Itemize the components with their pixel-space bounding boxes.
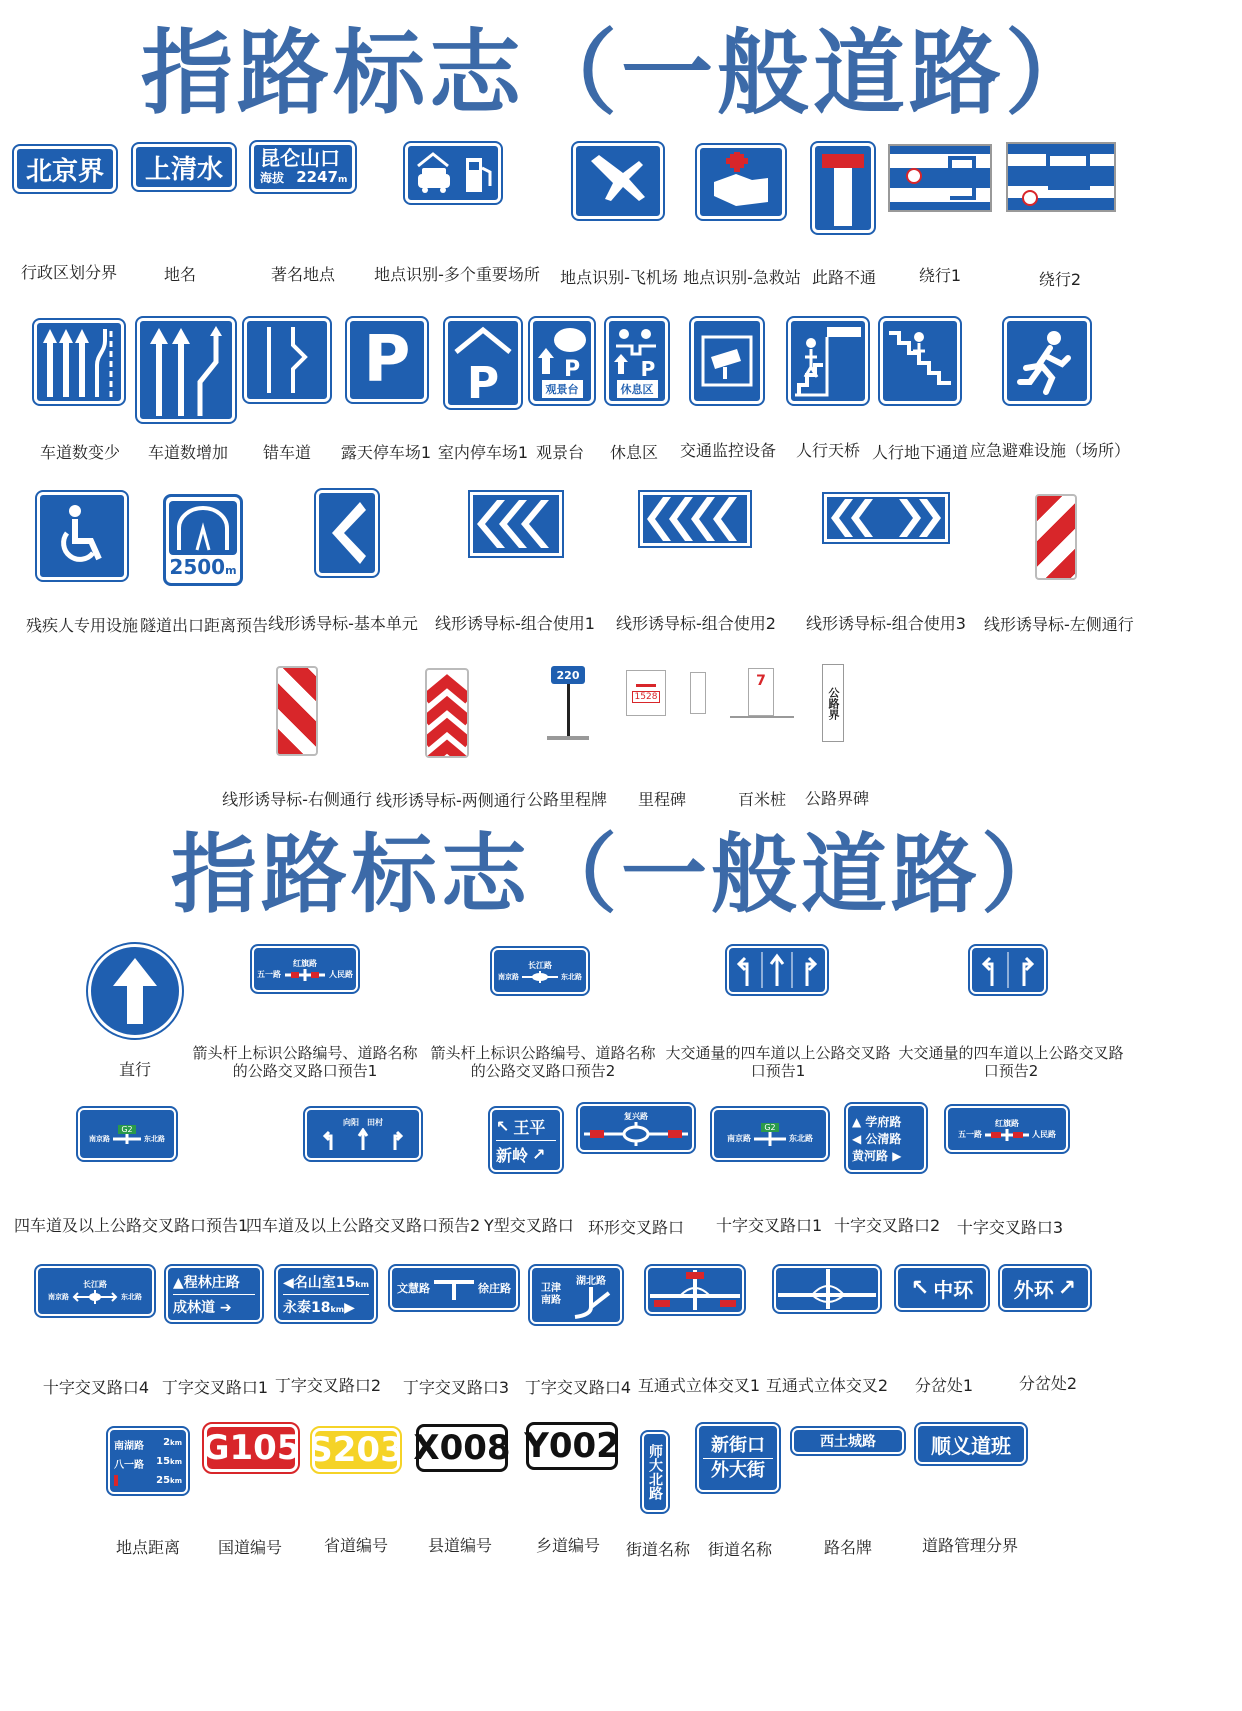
national-road-sign bbox=[201, 1424, 301, 1472]
dist-bayi-unit: km bbox=[170, 1457, 182, 1466]
detour-2-icon bbox=[1008, 144, 1114, 210]
crossroad-2-arrow-right: ▶ bbox=[892, 1148, 902, 1163]
page-title-top: 指路标志（一般道路） bbox=[140, 20, 1101, 127]
fork-1-arrow-icon: ↖ bbox=[910, 1275, 930, 1301]
xuzhuang-road-label: 徐庄路 bbox=[478, 1282, 511, 1295]
provincial-road-sign bbox=[308, 1428, 404, 1472]
hongqi-road-label: 红旗路 bbox=[293, 958, 317, 968]
arrow-up-icon bbox=[105, 956, 165, 1026]
dist-third-km: 25 bbox=[156, 1474, 171, 1486]
underpass-icon bbox=[885, 323, 955, 399]
footbridge-icon bbox=[793, 323, 863, 399]
mileage-post-number: 220 bbox=[551, 666, 585, 684]
caption-chevron-combo-1: 线形诱导标-组合使用1 bbox=[435, 614, 595, 633]
caption-lane-reduce: 车道数变少 bbox=[39, 443, 120, 462]
arrow-upleft-icon: ↖ bbox=[496, 1116, 510, 1136]
dongbei-road-label-1: 东北路 bbox=[561, 972, 582, 981]
wangping-label: 王平 bbox=[513, 1117, 546, 1137]
arrow-upright-icon: ↗ bbox=[532, 1144, 546, 1164]
national-road-code: G105 bbox=[201, 1428, 301, 1468]
caption-boundary-stele: 公路界碑 bbox=[804, 789, 869, 808]
lane-reduce-icon bbox=[39, 325, 119, 399]
caption-y-junction: Y型交叉路口 bbox=[484, 1216, 574, 1235]
underpass-sign bbox=[880, 318, 960, 404]
t1-arrow-up: ▲ bbox=[173, 1274, 184, 1291]
caption-milestone: 里程碑 bbox=[637, 790, 686, 809]
caption-lane-increase: 车道数增加 bbox=[147, 443, 228, 462]
nanjing-road-label-1: 南京路 bbox=[498, 972, 519, 981]
changjiang-road-label: 长江路 bbox=[528, 960, 552, 970]
xinling-label: 新岭 bbox=[496, 1145, 529, 1165]
caption-four-lane-preview-1: 四车道及以上公路交叉路口预告1 bbox=[14, 1216, 249, 1235]
y-junction-sign bbox=[490, 1108, 562, 1172]
crossroad-2-arrow-up: ▲ bbox=[852, 1114, 862, 1129]
street-name-vertical-sign bbox=[642, 1432, 668, 1512]
caption-roundabout: 环形交叉路口 bbox=[587, 1218, 684, 1237]
caption-management-boundary: 道路管理分界 bbox=[921, 1536, 1018, 1555]
yongtai-dist: 18 bbox=[311, 1299, 331, 1316]
t-junction-3-sign bbox=[390, 1266, 518, 1310]
admin-boundary-sign bbox=[14, 146, 116, 192]
passing-bay-sign bbox=[244, 318, 330, 402]
crossroad-1-sign bbox=[712, 1108, 828, 1160]
renmin-road-label: 人民路 bbox=[329, 970, 353, 979]
caption-t-junction-2: 丁字交叉路口2 bbox=[274, 1376, 382, 1395]
intersection-preview-2-sign bbox=[492, 948, 588, 994]
admin-boundary-text: 北京界 bbox=[25, 156, 104, 187]
curve-junction-icon bbox=[571, 1287, 611, 1319]
caption-t-junction-1: 丁字交叉路口1 bbox=[161, 1378, 269, 1397]
chevron-quad-icon bbox=[643, 495, 747, 543]
dist-nanhu-label: 南湖路 bbox=[114, 1440, 144, 1452]
caption-traffic-camera: 交通监控设备 bbox=[679, 441, 776, 460]
four-lane-preview-1-sign bbox=[78, 1108, 176, 1160]
caption-emergency-shelter: 应急避难设施（场所） bbox=[970, 441, 1131, 460]
caption-road-name-plate: 路名牌 bbox=[823, 1538, 872, 1557]
mileage-post-sign bbox=[547, 666, 589, 746]
traffic-camera-sign bbox=[691, 318, 763, 404]
view-platform-label: 观景台 bbox=[542, 380, 583, 398]
caption-go-straight: 直行 bbox=[118, 1060, 151, 1079]
renmin-road-label-2: 人民路 bbox=[1032, 1130, 1056, 1139]
gongqing-road-label: 公清路 bbox=[865, 1131, 902, 1146]
caption-admin-boundary: 行政区划分界 bbox=[20, 263, 117, 282]
roundabout-icon bbox=[522, 971, 558, 983]
place-distance-sign bbox=[108, 1428, 188, 1494]
hubei-road-label: 湖北路 bbox=[576, 1275, 606, 1287]
lane-increase-icon bbox=[142, 322, 230, 418]
wuyi-road-label: 五一路 bbox=[257, 970, 281, 979]
detour-2-sign bbox=[1006, 142, 1116, 212]
three-lane-arrows-icon bbox=[731, 950, 823, 990]
milestone-side bbox=[690, 672, 706, 714]
indoor-parking-icon bbox=[450, 322, 516, 404]
zhonghuan-label: 中环 bbox=[933, 1277, 974, 1302]
lane-reduce-sign bbox=[34, 320, 124, 404]
dongbei-road-label-4: 东北路 bbox=[121, 1292, 142, 1301]
airport-sign bbox=[573, 143, 663, 219]
caption-fork-2: 分岔处2 bbox=[1018, 1374, 1078, 1393]
altitude-value: 2247 bbox=[296, 167, 338, 186]
milestone-sign bbox=[626, 670, 666, 716]
t2-arrow-right: ▶ bbox=[344, 1299, 355, 1316]
township-road-code: Y002 bbox=[524, 1426, 620, 1466]
four-lane-preview-2-sign bbox=[305, 1108, 421, 1160]
caption-crossroad-2: 十字交叉路口2 bbox=[834, 1216, 941, 1235]
chenglin-dao-label: 成林道 bbox=[173, 1299, 215, 1316]
hundred-meter-value: 7 bbox=[756, 673, 766, 689]
running-person-icon bbox=[1012, 326, 1082, 396]
weijin-road-label: 卫津南路 bbox=[541, 1283, 561, 1306]
multi-facility-sign bbox=[405, 143, 501, 203]
caption-detour-2: 绕行2 bbox=[1038, 270, 1082, 289]
interchange-2-icon bbox=[778, 1269, 876, 1309]
chenglin-road-label: 程林庄路 bbox=[183, 1274, 240, 1291]
guide-both-pass-icon bbox=[427, 668, 467, 758]
dist-third-unit: km bbox=[170, 1476, 182, 1485]
view-platform-icon bbox=[534, 324, 590, 380]
caption-intersection-preview-1: 箭头杆上标识公路编号、道路名称的公路交叉路口预告1 bbox=[192, 1044, 418, 1080]
first-aid-sign bbox=[697, 145, 785, 219]
caption-chevron-combo-3: 线形诱导标-组合使用3 bbox=[806, 614, 966, 633]
place-name-text: 上清水 bbox=[144, 154, 223, 185]
caption-dead-end: 此路不通 bbox=[811, 268, 876, 287]
dist-bayi-label: 八一路 bbox=[114, 1459, 144, 1471]
tunnel-exit-sign bbox=[163, 494, 243, 586]
y-junction-bottom-row bbox=[496, 1143, 556, 1166]
passing-bay-icon bbox=[249, 323, 325, 397]
xiangyang-label: 向阳 bbox=[343, 1117, 359, 1127]
t-junction-4-sign bbox=[530, 1266, 622, 1324]
nanjing-road-label-2: 南京路 bbox=[89, 1134, 110, 1143]
wenhui-road-label: 文慧路 bbox=[397, 1282, 430, 1295]
famous-place-sign bbox=[251, 142, 355, 192]
caption-mileage-post: 公路里程牌 bbox=[526, 790, 607, 809]
huanghe-road-label: 黄河路 bbox=[852, 1148, 889, 1163]
detour-1-icon bbox=[890, 146, 990, 210]
route-g2-badge-1: G2 bbox=[118, 1125, 135, 1134]
roundabout-junction-sign bbox=[578, 1104, 694, 1152]
rest-area-icon bbox=[610, 324, 664, 380]
caption-crossroad-1: 十字交叉路口1 bbox=[716, 1216, 823, 1235]
xitucheng-label: 西土城路 bbox=[820, 1434, 876, 1450]
roundabout-junction-icon bbox=[584, 1122, 688, 1146]
caption-major-intersection-1: 大交通量的四车道以上公路交叉路口预告1 bbox=[665, 1044, 891, 1080]
caption-street-name-1: 街道名称 bbox=[625, 1540, 690, 1559]
caption-crossroad-3: 十字交叉路口3 bbox=[956, 1218, 1064, 1237]
hongqi-road-label-2: 红旗路 bbox=[995, 1118, 1019, 1128]
caption-guide-left-pass: 线形诱导标-左侧通行 bbox=[984, 615, 1134, 634]
y-junction-top-row bbox=[496, 1115, 556, 1138]
street-name-sign bbox=[697, 1424, 779, 1492]
caption-street-name-2: 街道名称 bbox=[707, 1540, 772, 1559]
caption-county-road: 县道编号 bbox=[427, 1536, 492, 1555]
t-junction-2-sign bbox=[276, 1266, 376, 1322]
caption-four-lane-preview-2: 四车道及以上公路交叉路口预告2 bbox=[246, 1216, 481, 1235]
guide-left-pass-sign bbox=[1035, 494, 1077, 580]
caption-major-intersection-2: 大交通量的四车道以上公路交叉路口预告2 bbox=[898, 1044, 1124, 1080]
guide-right-pass-sign bbox=[276, 666, 318, 756]
yongtai-label: 永泰 bbox=[283, 1299, 311, 1316]
caption-interchange-1: 互通式立体交叉1 bbox=[637, 1376, 761, 1395]
fuxing-road-label: 复兴路 bbox=[624, 1111, 648, 1121]
chevron-basic-sign bbox=[316, 490, 378, 576]
fork-2-sign bbox=[1000, 1266, 1090, 1310]
wheelchair-icon bbox=[47, 501, 117, 571]
fork-1-sign bbox=[896, 1266, 988, 1310]
provincial-road-code: S203 bbox=[308, 1430, 404, 1470]
tunnel-distance: 2500 bbox=[169, 555, 226, 579]
interchange-1-sign bbox=[646, 1266, 744, 1314]
county-road-code: X008 bbox=[413, 1428, 511, 1468]
interchange-2-sign bbox=[774, 1266, 880, 1312]
intersection-preview-1-sign bbox=[252, 946, 358, 992]
tiancun-label: 田村 bbox=[367, 1117, 383, 1127]
caption-outdoor-parking: 露天停车场1 bbox=[340, 443, 432, 462]
caption-rest-area: 休息区 bbox=[609, 443, 658, 462]
chevron-left-icon bbox=[322, 498, 372, 568]
route-g2-badge-2: G2 bbox=[761, 1123, 778, 1132]
hundred-meter-post bbox=[748, 668, 774, 716]
caption-first-aid: 地点识别-急救站 bbox=[683, 268, 801, 287]
caption-guide-right-pass: 线形诱导标-右侧通行 bbox=[222, 790, 372, 809]
dist-bayi-km: 15 bbox=[156, 1455, 171, 1467]
caption-fork-1: 分岔处1 bbox=[914, 1376, 974, 1395]
parking-p-icon: P bbox=[363, 323, 411, 397]
tunnel-icon bbox=[173, 504, 233, 552]
airplane-icon bbox=[583, 151, 653, 211]
township-road-sign bbox=[526, 1422, 618, 1470]
boundary-stele-sign bbox=[822, 664, 844, 742]
detour-1-sign bbox=[888, 144, 992, 212]
caption-chevron-basic: 线形诱导标-基本单元 bbox=[268, 614, 418, 633]
interchange-1-icon bbox=[650, 1270, 740, 1310]
camera-icon bbox=[697, 331, 757, 391]
chevron-triple-icon bbox=[473, 496, 559, 552]
caption-t-junction-4: 丁字交叉路口4 bbox=[524, 1378, 632, 1397]
place-name-sign bbox=[133, 144, 235, 190]
caption-crossroad-4: 十字交叉路口4 bbox=[42, 1378, 150, 1397]
crossroad-4-sign bbox=[36, 1266, 154, 1316]
dist-nanhu-km: 2 bbox=[163, 1436, 171, 1448]
svg-text:P: P bbox=[563, 357, 581, 380]
caption-national-road: 国道编号 bbox=[217, 1538, 282, 1557]
caption-view-platform: 观景台 bbox=[535, 443, 584, 462]
footbridge-sign bbox=[788, 318, 868, 404]
waidajie-label: 外大街 bbox=[711, 1459, 765, 1481]
caption-place-distance: 地点距离 bbox=[115, 1538, 180, 1557]
t-junction-icon bbox=[434, 1276, 474, 1300]
caption-underpass: 人行地下通道 bbox=[871, 443, 968, 462]
indoor-parking-sign bbox=[445, 318, 521, 408]
caption-guide-both-pass: 线形诱导标-两侧通行 bbox=[376, 791, 526, 810]
crossroad-3-sign bbox=[946, 1106, 1068, 1152]
two-lane-arrows-icon bbox=[974, 950, 1042, 990]
fork-2-arrow-icon: ↗ bbox=[1057, 1275, 1077, 1301]
changjiang-road-label-2: 长江路 bbox=[83, 1279, 107, 1289]
caption-multi-facility: 地点识别-多个重要场所 bbox=[374, 265, 540, 284]
chevron-combo-1-sign bbox=[470, 492, 562, 556]
tunnel-unit: m bbox=[225, 564, 237, 577]
altitude-label: 海拔 bbox=[260, 170, 285, 185]
dongbei-road-label-2: 东北路 bbox=[144, 1134, 165, 1143]
four-lane-arrows-icon bbox=[313, 1128, 413, 1152]
major-intersection-1-sign bbox=[727, 946, 827, 994]
dongbei-road-label-3: 东北路 bbox=[789, 1134, 813, 1143]
t2-arrow-left: ◀ bbox=[283, 1274, 294, 1291]
dist-nanhu-unit: km bbox=[170, 1438, 182, 1447]
milestone-value: 1528 bbox=[632, 691, 661, 703]
caption-airport: 地点识别-飞机场 bbox=[560, 268, 678, 287]
crossroad-2-arrow-left: ◀ bbox=[852, 1131, 862, 1146]
page-title-middle: 指路标志（一般道路） bbox=[171, 825, 1071, 925]
chevron-both-icon bbox=[827, 497, 945, 539]
yongtai-unit: km bbox=[330, 1304, 345, 1314]
dead-end-icon bbox=[818, 148, 868, 228]
rest-area-label: 休息区 bbox=[617, 380, 658, 398]
caption-famous-place: 著名地点 bbox=[270, 265, 335, 284]
caption-provincial-road: 省道编号 bbox=[323, 1536, 388, 1555]
altitude-unit: m bbox=[337, 174, 348, 185]
wuyi-road-label-2: 五一路 bbox=[958, 1130, 982, 1139]
go-straight-sign bbox=[88, 944, 182, 1038]
mingshan-label: 名山室 bbox=[293, 1274, 336, 1291]
mingshan-unit: km bbox=[355, 1279, 369, 1289]
boundary-stele-text: 公路界 bbox=[827, 686, 840, 720]
nanjing-road-label-3: 南京路 bbox=[727, 1134, 751, 1143]
caption-interchange-2: 互通式立体交叉2 bbox=[765, 1376, 889, 1395]
lane-increase-sign bbox=[137, 318, 235, 422]
major-intersection-2-sign bbox=[970, 946, 1046, 994]
caption-detour-1: 绕行1 bbox=[918, 266, 962, 285]
crossroad-2-sign bbox=[846, 1104, 926, 1172]
disabled-facility-sign bbox=[37, 492, 127, 580]
dead-end-sign bbox=[812, 143, 874, 233]
county-road-sign bbox=[413, 1424, 511, 1472]
caption-passing-bay: 错车道 bbox=[262, 443, 311, 462]
ground-line bbox=[730, 716, 794, 718]
caption-intersection-preview-2: 箭头杆上标识公路编号、道路名称的公路交叉路口预告2 bbox=[430, 1044, 656, 1080]
first-aid-icon bbox=[706, 152, 776, 212]
mingshan-dist: 15 bbox=[335, 1274, 356, 1291]
cross-road-icon bbox=[285, 969, 325, 981]
caption-t-junction-3: 丁字交叉路口3 bbox=[402, 1378, 510, 1397]
t-junction-1-sign bbox=[166, 1266, 262, 1322]
caption-disabled-facility: 残疾人专用设施 bbox=[26, 616, 139, 635]
emergency-shelter-sign bbox=[1004, 318, 1090, 404]
waihuan-label: 外环 bbox=[1013, 1277, 1054, 1302]
caption-tunnel-exit: 隧道出口距离预告 bbox=[140, 616, 269, 635]
famous-place-text: 昆仑山口 bbox=[260, 145, 340, 170]
shunyi-daoban-label: 顺义道班 bbox=[931, 1433, 1011, 1458]
rest-area-sign bbox=[606, 318, 668, 404]
svg-text:P: P bbox=[640, 357, 656, 380]
xinjiekou-label: 新街口 bbox=[711, 1434, 765, 1456]
chevron-combo-2-sign bbox=[640, 492, 750, 546]
nanjing-road-label-4: 南京路 bbox=[48, 1292, 69, 1301]
caption-footbridge: 人行天桥 bbox=[795, 441, 860, 460]
road-name-plate-sign bbox=[792, 1428, 904, 1454]
chevron-combo-3-sign bbox=[824, 494, 948, 542]
car-wash-gas-icon bbox=[408, 146, 498, 200]
t1-arrow-right: ➔ bbox=[219, 1299, 232, 1316]
view-platform-sign bbox=[530, 318, 594, 404]
shida-bei-label: 师大北路 bbox=[647, 1444, 663, 1500]
xuefu-road-label: 学府路 bbox=[865, 1114, 902, 1129]
outdoor-parking-sign bbox=[347, 318, 427, 402]
caption-place-name: 地名 bbox=[163, 265, 196, 284]
svg-text:P: P bbox=[466, 358, 500, 404]
dist-third-route-badge bbox=[114, 1475, 118, 1486]
caption-township-road: 乡道编号 bbox=[535, 1536, 600, 1555]
caption-chevron-combo-2: 线形诱导标-组合使用2 bbox=[616, 614, 776, 633]
guide-both-pass-sign bbox=[425, 668, 469, 758]
caption-indoor-parking: 室内停车场1 bbox=[437, 443, 529, 462]
management-boundary-sign bbox=[916, 1424, 1026, 1464]
caption-hundred-post: 百米桩 bbox=[737, 790, 786, 809]
